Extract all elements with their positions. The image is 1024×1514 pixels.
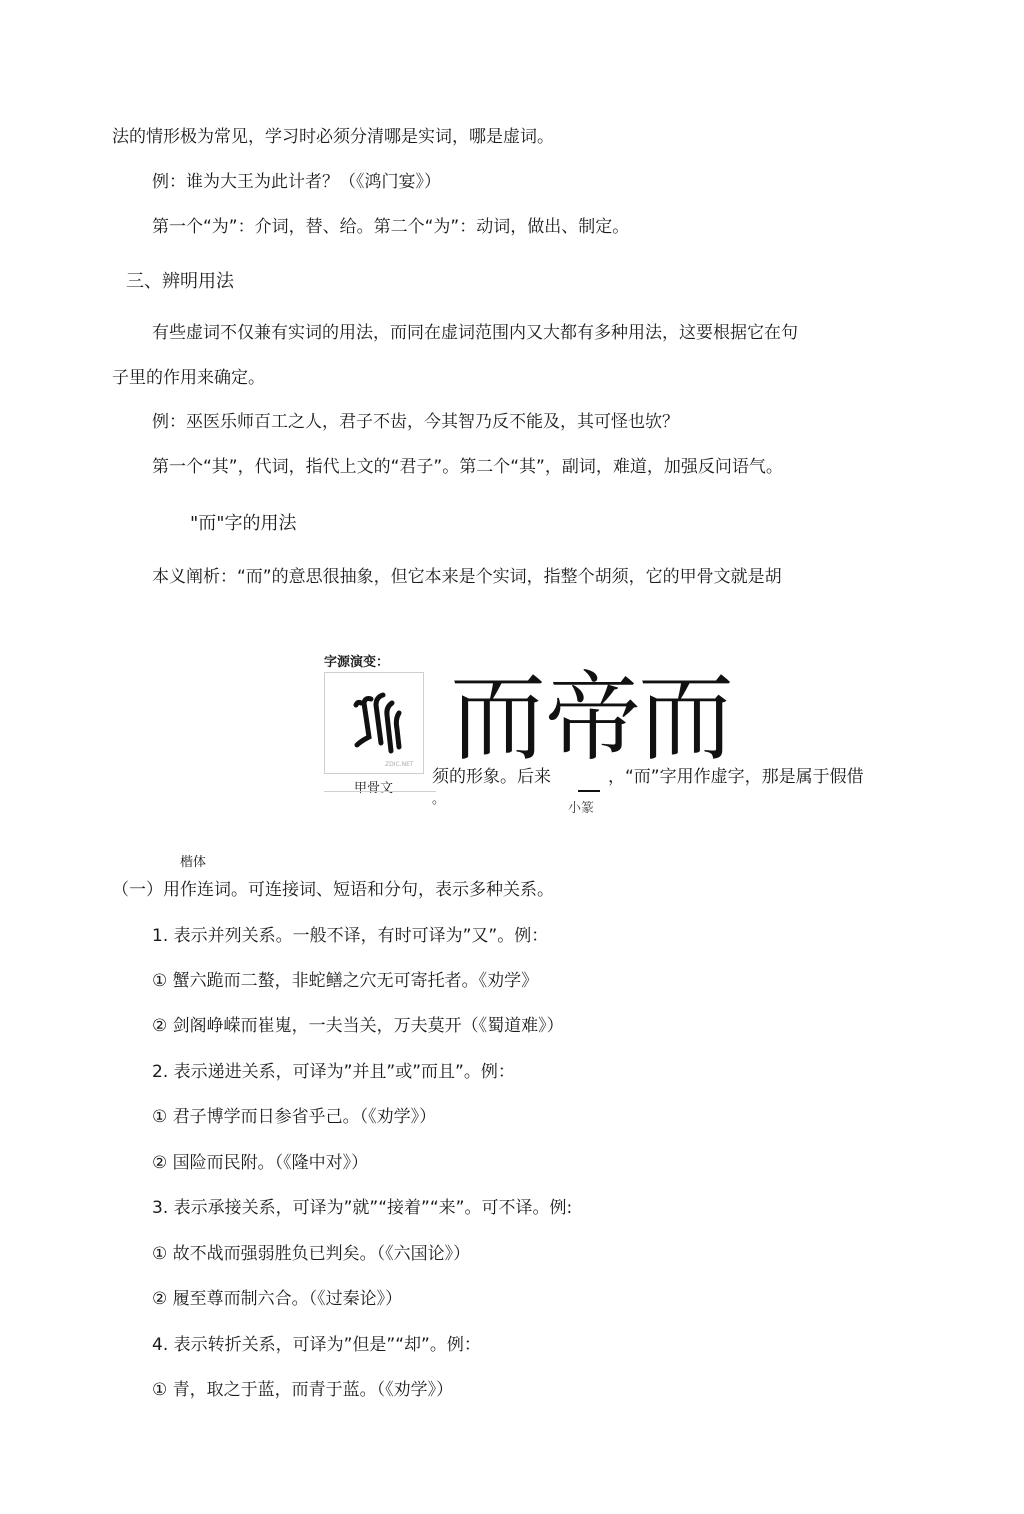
figure-divider <box>324 791 436 792</box>
list-item: ① 青，取之于蓝，而青于蓝。（《劝学》） <box>152 1380 454 1400</box>
list-item: ① 君子博学而日参省乎己。（《劝学》） <box>152 1107 437 1127</box>
figure-title: 字源演变： <box>324 655 390 670</box>
list-item: ② 国险而民附。（《隆中对》） <box>152 1153 369 1173</box>
kaiti-label: 楷体 <box>180 855 207 870</box>
char-kaiti: 而 <box>638 662 734 774</box>
paragraph: 子里的作用来确定。 <box>112 368 265 388</box>
xiaozhuan-label: 小篆 <box>568 801 595 816</box>
period-mark: 。 <box>432 792 446 807</box>
section-heading: 三、辨明用法 <box>126 271 234 292</box>
example-line: 例：巫医乐师百工之人，君子不齿，今其智乃反不能及，其可怪也欤？ <box>152 412 679 432</box>
paragraph: ，“而”字用作虚字，那是属于假借 <box>608 767 864 787</box>
oracle-bone-label: 甲骨文 <box>354 781 394 796</box>
paragraph: 本义阐析：“而”的意思很抽象，但它本来是个实词，指整个胡须，它的甲骨文就是胡 <box>152 567 782 587</box>
list-item: ① 故不战而强弱胜负已判矣。（《六国论》） <box>152 1244 471 1264</box>
example-line: 例：谁为大王为此计者？（《鸿门宴》） <box>152 172 441 192</box>
paragraph: 有些虚词不仅兼有实词的用法，而同在虚词范围内又大都有多种用法，这要根据它在句 <box>152 323 798 343</box>
paragraph: 法的情形极为常见，学习时必须分清哪是实词，哪是虚词。 <box>112 127 554 147</box>
list-item: 3. 表示承接关系，可译为”就”“接着”“来”。可不译。例: <box>152 1198 573 1218</box>
blank-underline <box>578 790 600 792</box>
list-item: ② 剑阁峥嵘而崔嵬，一夫当关，万夫莫开（《蜀道难》） <box>152 1016 564 1036</box>
char-xiaozhuan: 而 <box>450 662 546 774</box>
watermark: ZDIC.NET <box>385 761 414 768</box>
list-item: ① 蟹六跪而二螯，非蛇鳝之穴无可寄托者。《劝学》 <box>152 971 539 991</box>
explanation-line: 第一个“为”：介词，替、给。第二个“为”：动词，做出、制定。 <box>152 217 630 237</box>
char-evolution-2: 帝 <box>545 662 641 774</box>
list-item: 1. 表示并列关系。一般不译，有时可译为”又”。例： <box>152 926 549 946</box>
subsection-heading: "而"字的用法 <box>190 513 297 534</box>
oracle-bone-glyph <box>325 673 423 773</box>
section-heading: （一）用作连词。可连接词、短语和分句，表示多种关系。 <box>112 880 554 900</box>
list-item: 4. 表示转折关系，可译为”但是”“却”。例： <box>152 1335 481 1355</box>
explanation-line: 第一个“其”，代词，指代上文的“君子”。第二个“其”，副词，难道，加强反问语气。 <box>152 457 783 477</box>
paragraph: 须的形象。后来 <box>432 767 551 787</box>
list-item: ② 履至尊而制六合。（《过秦论》） <box>152 1289 403 1309</box>
oracle-bone-panel <box>324 672 424 774</box>
list-item: 2. 表示递进关系，可译为”并且”或”而且”。例： <box>152 1062 515 1082</box>
